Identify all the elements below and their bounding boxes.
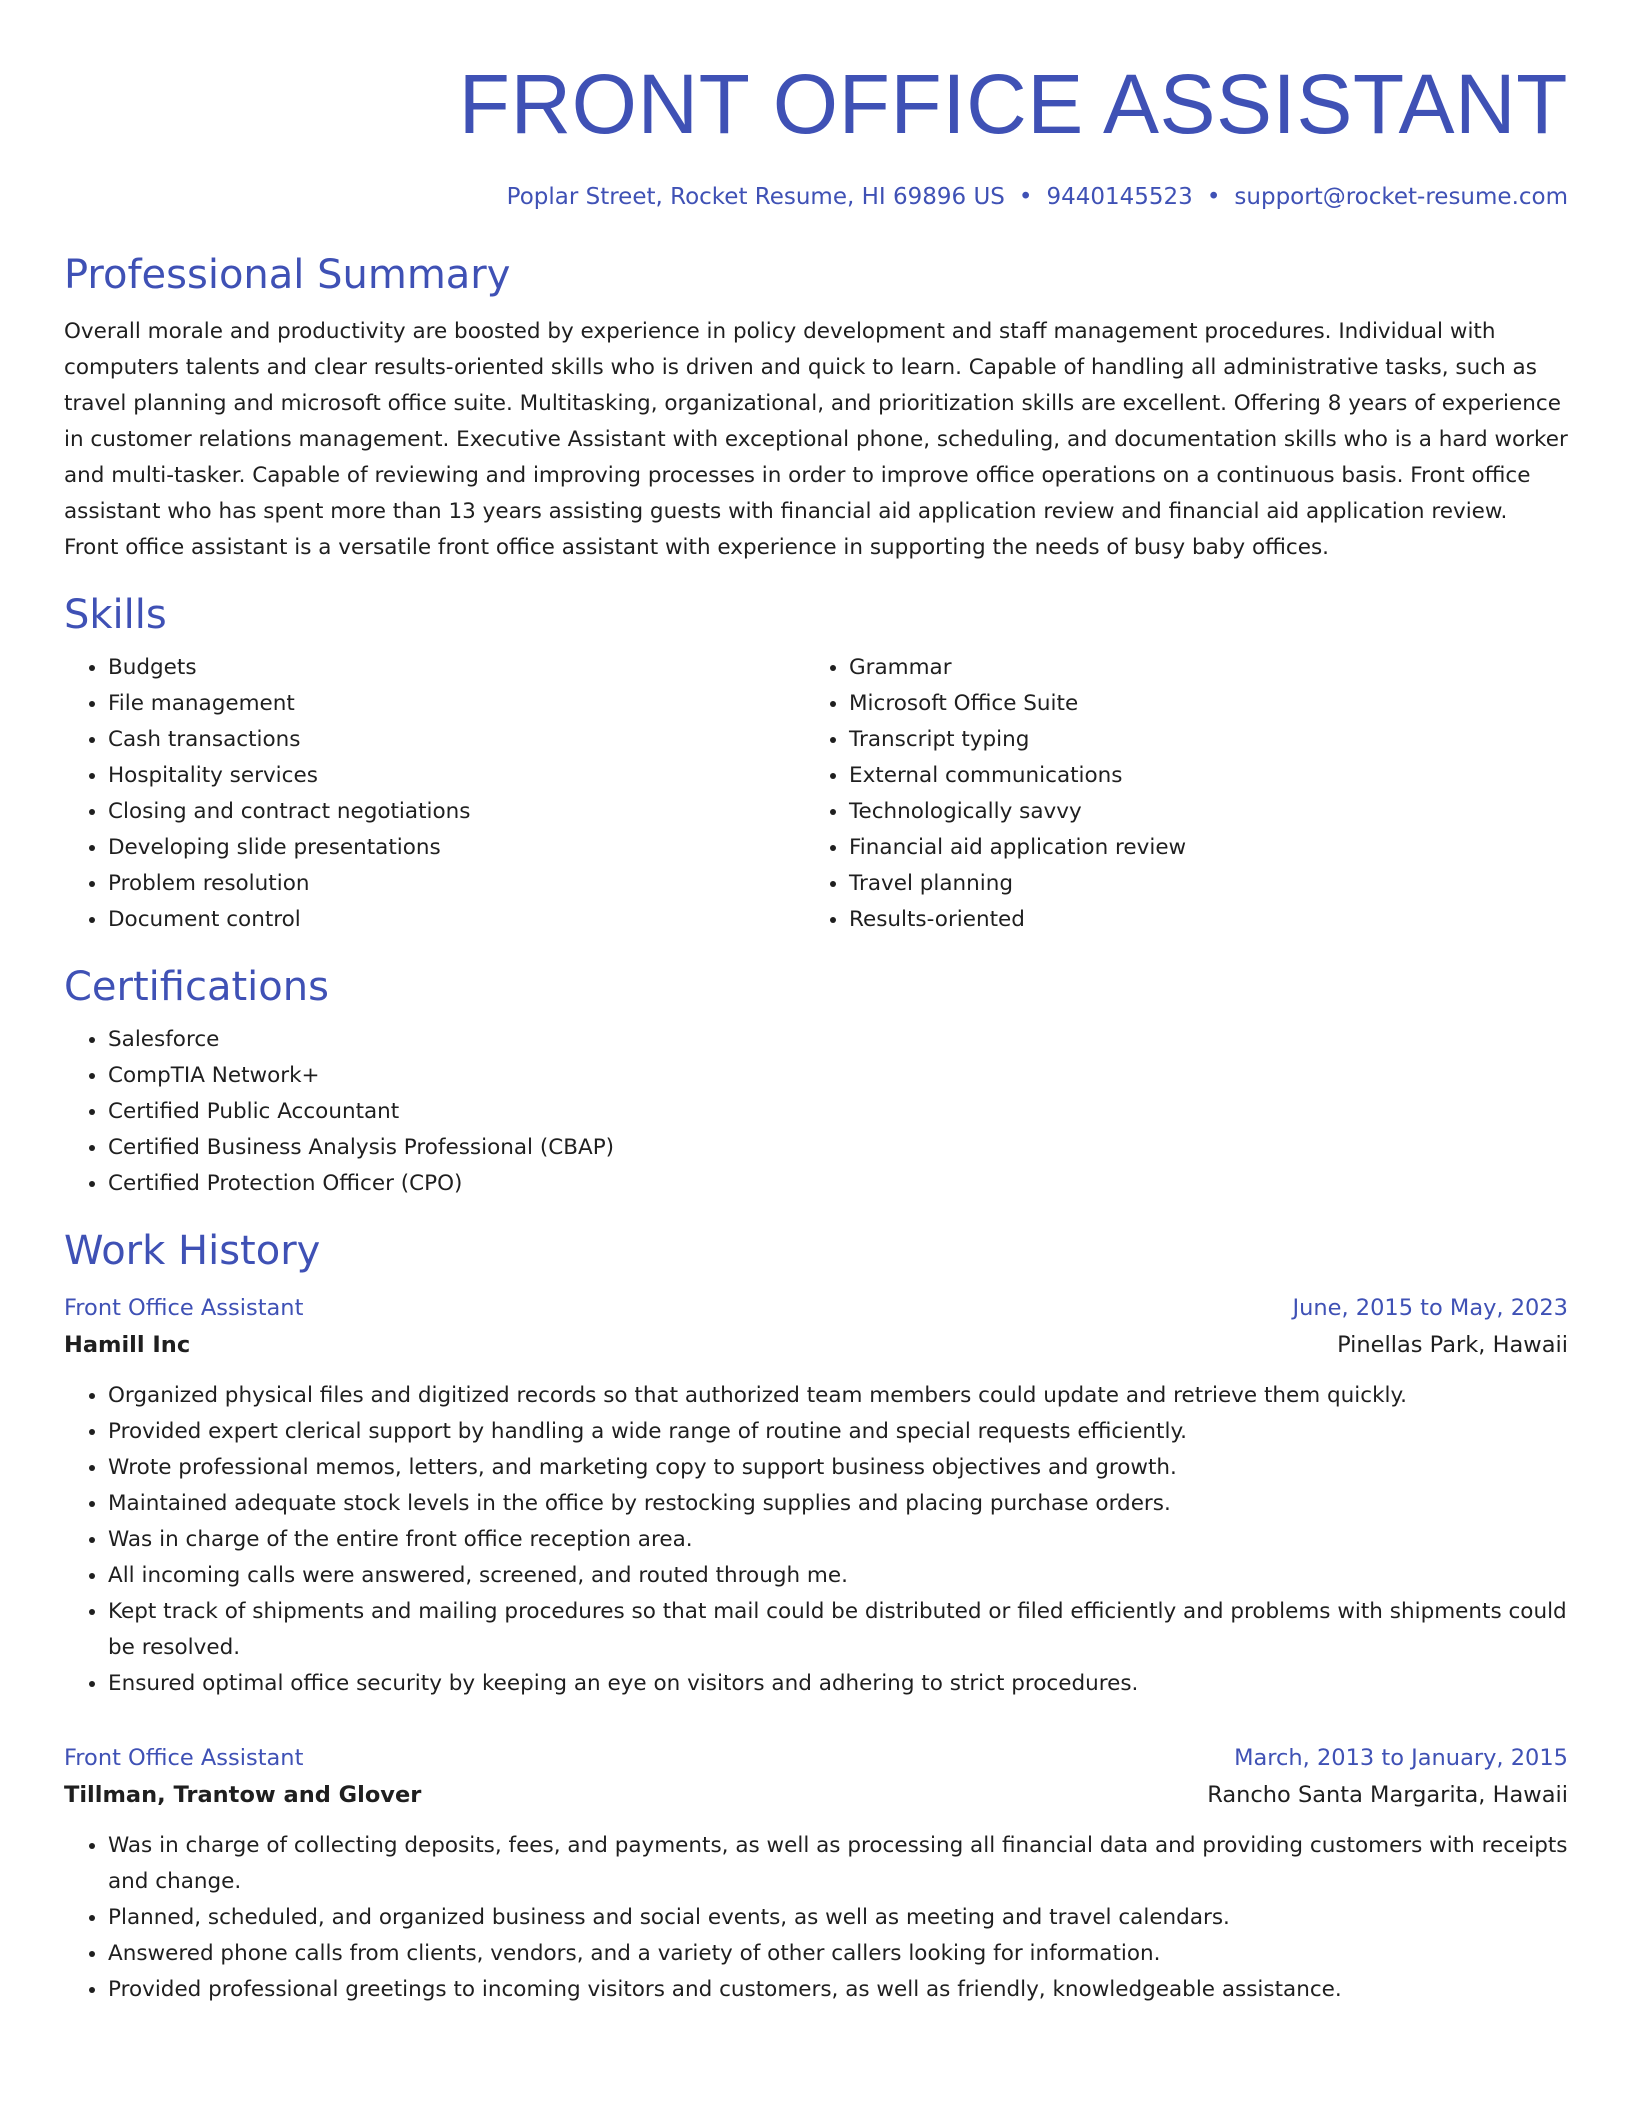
job-header-row (64, 1290, 1568, 1326)
skills-list-left (64, 650, 805, 938)
skill-item: • Problem resolution (108, 866, 805, 902)
job-duties-list (64, 1828, 1568, 2008)
work-history-section (64, 1226, 1568, 2008)
job-duty-item: • Maintained adequate stock levels in the office by restocking supplies and placing purchase orders. (108, 1486, 1568, 1522)
job-location: Pinellas Park, Hawaii (1337, 1332, 1568, 1358)
job-title: Front Office Assistant (64, 1745, 304, 1771)
job-company-row (64, 1326, 1568, 1364)
certifications-list (64, 1022, 1568, 1202)
job-duty-item: • All incoming calls were answered, screened, and routed through me. (108, 1558, 1568, 1594)
skill-item: • Closing and contract negotiations (108, 794, 805, 830)
skill-item: • Cash transactions (108, 722, 805, 758)
job-duty-item: • Kept track of shipments and mailing procedures so that mail could be distributed or filed efficiently and problems with shipments could be resolved. (108, 1594, 1568, 1666)
certification-item: • CompTIA Network+ (108, 1058, 1568, 1094)
section-title-skills: Skills (64, 592, 167, 638)
job-duty-item: • Answered phone calls from clients, vendors, and a variety of other callers looking for information. (108, 1936, 1568, 1972)
job-duty-item: • Organized physical files and digitized records so that authorized team members could update and retrieve them quickly. (108, 1378, 1568, 1414)
certification-item: • Certified Protection Officer (CPO) (108, 1166, 1568, 1202)
job-location: Rancho Santa Margarita, Hawaii (1207, 1782, 1568, 1808)
skills-list-right (805, 650, 1546, 938)
job-company: Tillman, Trantow and Glover (64, 1782, 422, 1808)
job-dates: March, 2013 to January, 2015 (1234, 1745, 1568, 1771)
skills-column-right (805, 650, 1546, 938)
certification-item: • Certified Public Accountant (108, 1094, 1568, 1130)
skill-item: • Transcript typing (849, 722, 1546, 758)
skill-item: • Budgets (108, 650, 805, 686)
certifications-section (64, 962, 1568, 1202)
job-header-row (64, 1740, 1568, 1776)
job-company: Hamill Inc (64, 1332, 191, 1358)
skill-item: • Hospitality services (108, 758, 805, 794)
job-company-row (64, 1776, 1568, 1814)
professional-summary-section (64, 250, 1568, 566)
contact-email[interactable]: support@rocket-resume.com (1234, 184, 1568, 210)
skill-item: • External communications (849, 758, 1546, 794)
job-entry (64, 1740, 1568, 2008)
contact-phone: 9440145523 (1046, 184, 1193, 210)
job-entry (64, 1290, 1568, 1702)
certification-item: • Salesforce (108, 1022, 1568, 1058)
job-dates: June, 2015 to May, 2023 (1292, 1295, 1568, 1321)
summary-text: Overall morale and productivity are boosted by experience in policy development and staff management procedures. Individual with computers talents and clear results-oriented skills who is driven and quick to learn. Capable of handling all administrative tasks, such as travel planning and microsoft office suite. Multitasking, organizational, and prioritization skills are excellent. Offering 8 years of experience in customer relations management. Executive Assistant with exceptional phone, scheduling, and documentation skills who is a hard worker and multi-tasker. Capable of reviewing and improving processes in order to improve office operations on a continuous basis. Front office assistant who has spent more than 13 years assisting guests with financial aid application review and financial aid application review. Front office assistant is a versatile front office assistant with experience in supporting the needs of busy baby offices. (64, 319, 1568, 560)
skill-item: • Document control (108, 902, 805, 938)
resume-header (64, 56, 1568, 212)
skill-item: • Travel planning (849, 866, 1546, 902)
section-title-work-history: Work History (64, 1228, 321, 1274)
job-title: Front Office Assistant (64, 1295, 304, 1321)
contact-separator: • (1018, 184, 1033, 210)
contact-line (64, 182, 1568, 212)
section-title-summary: Professional Summary (64, 252, 511, 298)
job-duties-list (64, 1378, 1568, 1702)
certification-item: • Certified Business Analysis Professional (CBAP) (108, 1130, 1568, 1166)
job-duty-item: • Wrote professional memos, letters, and marketing copy to support business objectives and growth. (108, 1450, 1568, 1486)
skill-item: • Grammar (849, 650, 1546, 686)
skill-item: • Microsoft Office Suite (849, 686, 1546, 722)
job-duty-item: • Provided expert clerical support by handling a wide range of routine and special requests efficiently. (108, 1414, 1568, 1450)
section-title-certifications: Certifications (64, 964, 329, 1010)
contact-separator: • (1206, 184, 1221, 210)
job-duty-item: • Ensured optimal office security by keeping an eye on visitors and adhering to strict procedures. (108, 1666, 1568, 1702)
skill-item: • Technologically savvy (849, 794, 1546, 830)
job-duty-item: • Provided professional greetings to incoming visitors and customers, as well as friendly, knowledgeable assistance. (108, 1972, 1568, 2008)
skill-item: • Financial aid application review (849, 830, 1546, 866)
skills-grid (64, 650, 1568, 938)
job-duty-item: • Was in charge of the entire front office reception area. (108, 1522, 1568, 1558)
job-duty-item: • Was in charge of collecting deposits, fees, and payments, as well as processing all financial data and providing customers with receipts and change. (108, 1828, 1568, 1900)
skill-item: • Results-oriented (849, 902, 1546, 938)
contact-address: Poplar Street, Rocket Resume, HI 69896 US (506, 184, 1005, 210)
skills-section (64, 590, 1568, 938)
candidate-name: FRONT OFFICE ASSISTANT (458, 57, 1568, 151)
job-duty-item: • Planned, scheduled, and organized business and social events, as well as meeting and travel calendars. (108, 1900, 1568, 1936)
skill-item: • File management (108, 686, 805, 722)
skills-column-left (64, 650, 805, 938)
skill-item: • Developing slide presentations (108, 830, 805, 866)
